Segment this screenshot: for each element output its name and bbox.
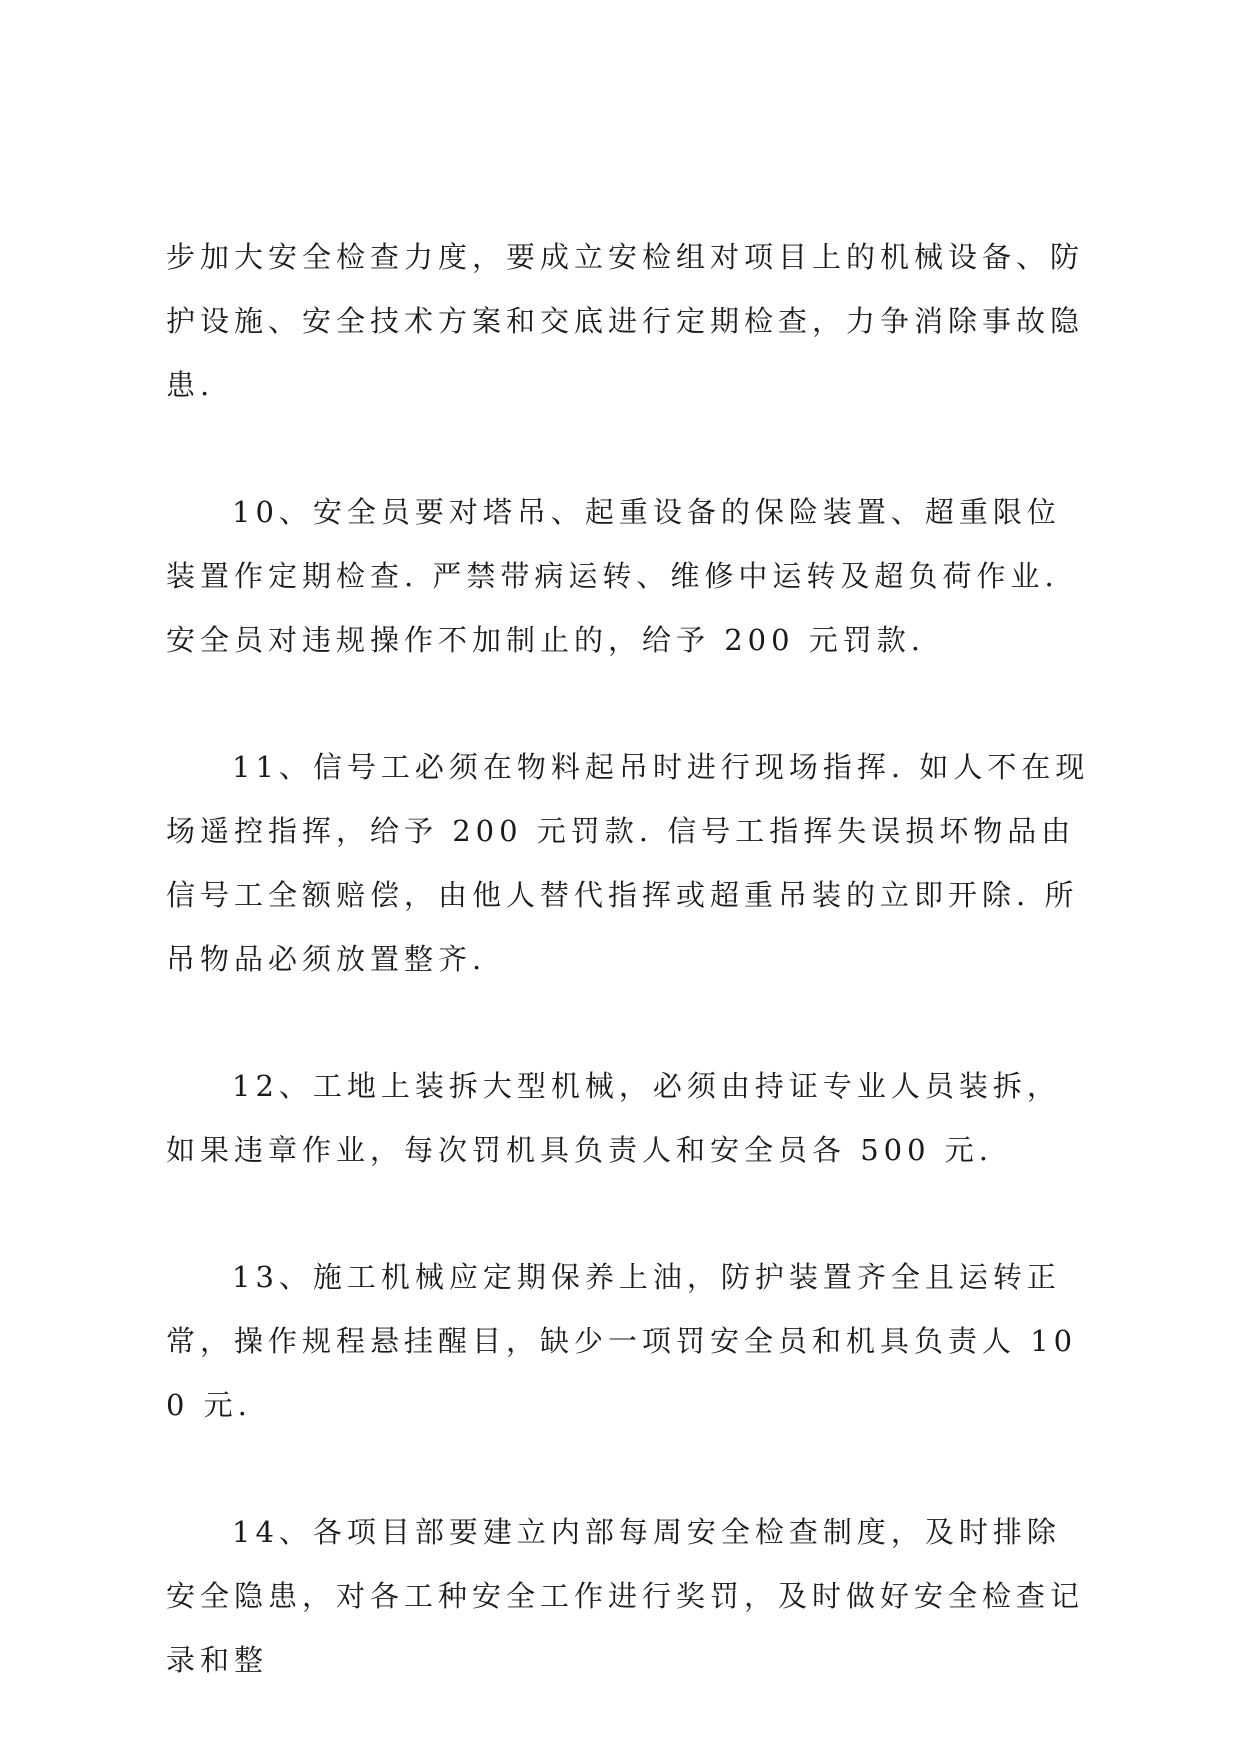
paragraph-item-11: 11、信号工必须在物料起吊时进行现场指挥. 如人不在现场遥控指挥，给予 200 元罚款. 信号工指挥失误损坏物品由信号工全额赔偿，由他人替代指挥或超重吊装的立即开除. 所吊物品必须放置整齐. — [166, 750, 1090, 976]
paragraph-spacer — [166, 991, 1090, 1054]
document-body — [166, 225, 1090, 1692]
paragraph-item-13: 13、施工机械应定期保养上油，防护装置齐全且运转正常，操作规程悬挂醒目，缺少一项罚安全员和机具负责人 100 元. — [166, 1260, 1078, 1422]
paragraph-spacer — [166, 1437, 1090, 1500]
paragraph-spacer — [166, 417, 1090, 480]
paragraph-item-12: 12、工地上装拆大型机械，必须由持证专业人员装拆，如果违章作业，每次罚机具负责人和安全员各 500 元. — [166, 1069, 1061, 1167]
paragraph-spacer — [166, 672, 1090, 735]
paragraph-continuation: 步加大安全检查力度，要成立安检组对项目上的机械设备、防护设施、安全技术方案和交底进行定期检查，力争消除事故隐患. — [166, 240, 1085, 402]
paragraph-item-14: 14、各项目部要建立内部每周安全检查制度，及时排除安全隐患，对各工种安全工作进行奖罚，及时做好安全检查记录和整 — [166, 1515, 1085, 1677]
paragraph-spacer — [166, 1182, 1090, 1245]
paragraph-item-10: 10、安全员要对塔吊、起重设备的保险装置、超重限位装置作定期检查. 严禁带病运转、维修中运转及超负荷作业. 安全员对违规操作不加制止的，给予 200 元罚款. — [166, 495, 1061, 657]
